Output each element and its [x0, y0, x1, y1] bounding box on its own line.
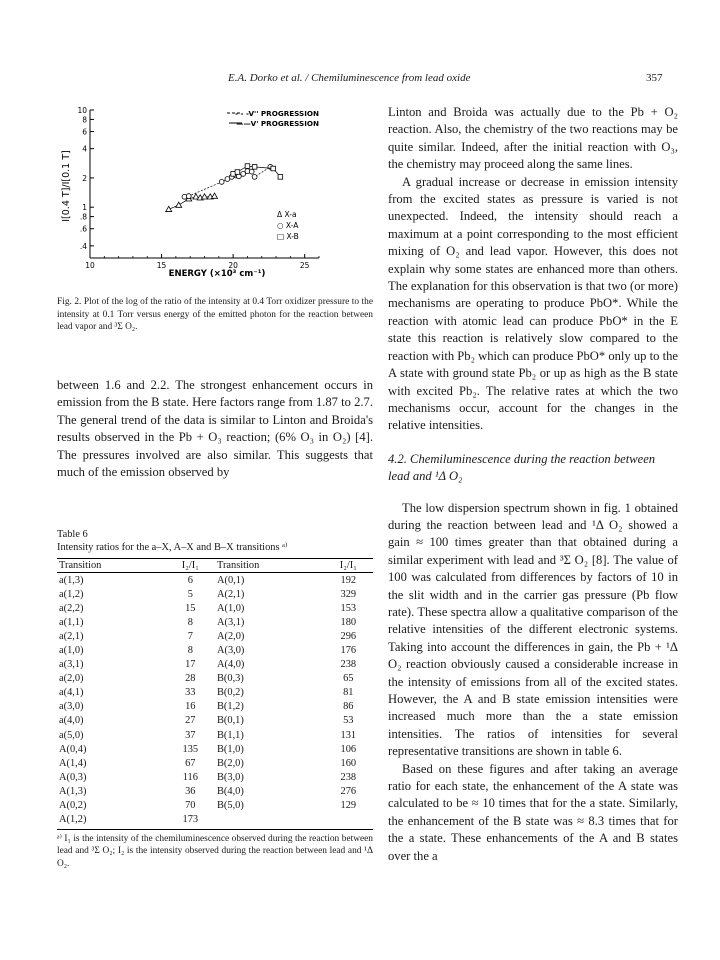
ratio-cell: 53 — [343, 715, 354, 727]
ratio-cell: 70 — [185, 800, 196, 812]
transition-cell: a(1,3) — [59, 574, 84, 586]
transition-cell: a(4,0) — [59, 715, 84, 727]
ratio-cell: 86 — [343, 701, 354, 713]
right-paragraph-3: The low dispersion spectrum shown in fig. 1 obtained during the reaction between lead and ¹Δ O₂ showed a gain ≈ 100 times greater than that obtained during a similar experiment with lead and ³Σ O₂ [8]. The value of 100 was calculated from differences by factors of 10 in the slit width and in the carrier gas pressure (Pb flow rate). These spectra allow a qualitative comparison of the relative intensities of the different electronic systems. Taking into account the differences in gain, the Pb + ¹Δ O₂ reaction obviously caused a considerable increase in the intensity of emissions from all of the excited states. However, the A and B state emission intensities were increased much more than the a state emission intensities. The ratios of intensities for several representative transitions are shown in table 6. — [388, 500, 678, 759]
marker-legend-1: Δ X-a — [277, 210, 297, 219]
transition-cell: a(1,2) — [59, 588, 84, 600]
transition-cell: B(1,0) — [216, 743, 244, 755]
transition-cell: a(1,0) — [59, 645, 84, 657]
table-row — [57, 573, 373, 588]
point-triangle — [212, 193, 218, 198]
point-circle — [252, 174, 257, 179]
ratio-cell: 106 — [340, 743, 357, 755]
series-line-X-A — [185, 167, 271, 197]
figure-caption-block — [57, 296, 373, 334]
ratio-cell: 116 — [182, 771, 198, 783]
transition-cell: a(4,1) — [59, 687, 84, 699]
right-paragraph-4: Based on these figures and after taking an average ratio for each state, the enhancement of the A state was calculated to be ≈ 10 times that for the a state. Similarly, the enhancement of the B state was ≈ 8.3 times that for the a state. These enhancements of the A and B states over the a — [388, 761, 678, 863]
transition-cell: a(2,2) — [59, 602, 84, 614]
point-square — [235, 170, 240, 175]
table-row — [57, 756, 373, 770]
ratio-cell: 129 — [340, 800, 357, 812]
ratio-cell: 7 — [187, 630, 193, 642]
right-paragraph-2: A gradual increase or decrease in emission intensity from the excited states as pressure is varied is not unexpected. Indeed, the intensity should reach a maximum at a point corresponding to the most efficient mixing of O₂ and lead vapor. However, this does not explain why some states are enhanced more than others. The explanation for this observation is that two (or more) mechanisms are operating to produce PbO*. While the reaction with atomic lead can produce PbO* in the E state this reaction is relatively slow compared to the reaction with Pb₂ which can produce PbO* only up to the A state with ground state Pb₂ or up as high as the B state with excited Pb₂. The relative rates at which the two mechanisms occur, account for the changes in the relative intensities. — [388, 174, 678, 433]
ratio-cell: 5 — [187, 588, 193, 600]
table-footnote: ᵃ⁾ I₁ is the intensity of the chemiluminescence observed during the reaction between lead and ³Σ O₂; I₂ is the intensity observed during the reaction between lead and ¹Δ O₂. — [57, 833, 373, 869]
transition-cell: B(4,0) — [216, 785, 244, 797]
transition-cell: A(2,1) — [216, 588, 245, 600]
transition-cell: B(0,2) — [216, 687, 244, 699]
ratio-cell — [324, 813, 373, 827]
transition-cell: a(2,0) — [59, 673, 84, 685]
col-header-ratio-2: I₂/I₁ — [339, 560, 357, 571]
point-square — [252, 165, 257, 170]
transition-cell: B(1,1) — [216, 729, 244, 741]
transition-cell: A(0,3) — [59, 771, 87, 783]
ratio-cell: 180 — [340, 616, 357, 628]
figure-2 — [57, 104, 357, 294]
table-body — [57, 573, 373, 827]
ratio-cell: 8 — [187, 616, 193, 628]
table-row — [57, 714, 373, 728]
point-circle — [219, 180, 224, 185]
transition-cell: A(0,1) — [216, 574, 245, 586]
table-row — [57, 658, 373, 672]
transition-cell: A(1,4) — [59, 757, 87, 769]
table-row — [57, 770, 373, 784]
transition-cell: A(3,1) — [216, 616, 245, 628]
right-paragraph-1: Linton and Broida was actually due to the Pb + O₂ reaction. Also, the chemistry of the two reactions may be quite similar. Indeed, after the initial reaction with O₃, the chemistry may proceed along the same lines. — [388, 105, 678, 172]
ratio-cell: 36 — [185, 785, 196, 797]
transition-cell: A(3,0) — [216, 645, 245, 657]
ratio-cell: 81 — [343, 687, 354, 699]
transition-cell: A(1,0) — [216, 602, 245, 614]
point-triangle — [202, 194, 208, 199]
table-title: Table 6 — [57, 529, 88, 540]
section-heading: 4.2. Chemiluminescence during the reaction between lead and ¹Δ O₂ — [388, 451, 656, 484]
transition-cell: B(2,0) — [216, 757, 244, 769]
transition-cell: a(3,0) — [59, 701, 84, 713]
transition-cell: a(2,1) — [59, 630, 84, 642]
scatter-chart — [57, 104, 357, 294]
page-number: 357 — [646, 72, 663, 84]
transition-cell: B(1,2) — [216, 701, 244, 713]
transition-cell: B(3,0) — [216, 771, 244, 783]
point-circle — [186, 194, 191, 199]
table-row — [57, 686, 373, 700]
ratio-cell: 329 — [340, 588, 357, 600]
ratio-cell: 67 — [185, 757, 196, 769]
marker-legend-2: ○ X-A — [277, 221, 299, 230]
ratio-cell: 33 — [185, 687, 196, 699]
ratio-cell: 296 — [340, 630, 357, 642]
transition-cell: A(0,4) — [59, 743, 87, 755]
intensity-ratio-table — [57, 558, 373, 827]
table-row — [57, 813, 373, 827]
y-tick-label: .6 — [79, 224, 87, 234]
ratio-cell: 238 — [340, 659, 357, 671]
x-tick-label: 20 — [228, 261, 238, 270]
transition-cell: a(5,0) — [59, 729, 84, 741]
ratio-cell: 17 — [185, 659, 196, 671]
running-header — [0, 72, 720, 88]
ratio-cell: 135 — [182, 743, 199, 755]
transition-cell: A(4,0) — [216, 659, 245, 671]
y-axis-label: I[0.4 T]/I[0.1 T] — [61, 150, 72, 222]
point-triangle — [166, 206, 172, 211]
left-paragraph: between 1.6 and 2.2. The strongest enhancement occurs in emission from the B state. Here factors range from 1.87 to 2.7. The general trend of the data is similar to Linton and Broida's results observed in the Pb + O₃ reaction; (6% O₃ in O₂) [4]. The pressures involved are also similar. This suggests that much of the emission observed by — [57, 378, 373, 480]
ratio-cell: 238 — [340, 771, 357, 783]
ratio-cell: 160 — [340, 757, 357, 769]
running-head: E.A. Dorko et al. / Chemiluminescence from lead oxide — [228, 72, 471, 84]
table-row — [57, 728, 373, 742]
ratio-cell: 131 — [340, 729, 357, 741]
ratio-cell: 192 — [340, 574, 357, 586]
legend-line-2: ——V' PROGRESSION — [236, 119, 319, 128]
ratio-cell: 6 — [187, 574, 193, 586]
y-tick-label: 8 — [82, 115, 87, 125]
table-row — [57, 742, 373, 756]
point-square — [271, 166, 276, 171]
col-header-ratio-1: I₂/I₁ — [181, 560, 199, 571]
transition-cell: a(1,1) — [59, 616, 84, 628]
y-tick-label: 6 — [82, 127, 87, 137]
col-header-transition-2: Transition — [216, 560, 260, 571]
left-column-text — [57, 377, 373, 481]
table-row — [57, 629, 373, 643]
table-row — [57, 672, 373, 686]
transition-cell: A(1,2) — [59, 814, 87, 826]
point-circle — [249, 169, 254, 174]
ratio-cell: 16 — [185, 701, 196, 713]
ratio-cell: 8 — [187, 645, 193, 657]
table-row — [57, 601, 373, 615]
legend-line-1: - - -V'' PROGRESSION — [235, 109, 319, 118]
point-triangle — [176, 202, 182, 207]
table-row — [57, 587, 373, 601]
ratio-cell: 28 — [185, 673, 196, 685]
point-circle — [241, 172, 246, 177]
point-square — [245, 164, 250, 169]
ratio-cell: 153 — [340, 602, 357, 614]
right-column — [388, 104, 678, 865]
ratio-cell: 276 — [340, 785, 357, 797]
ratio-cell: 27 — [185, 715, 196, 727]
table-row — [57, 700, 373, 714]
transition-cell: a(3,1) — [59, 659, 84, 671]
table-footnote-block — [57, 829, 373, 871]
table-row — [57, 784, 373, 798]
table-6 — [57, 528, 373, 870]
transition-cell: B(5,0) — [216, 800, 244, 812]
x-tick-label: 10 — [85, 261, 95, 270]
ratio-cell: 173 — [182, 814, 199, 826]
ratio-cell: 65 — [343, 673, 354, 685]
point-square — [278, 175, 283, 180]
figure-caption: Fig. 2. Plot of the log of the ratio of the intensity at 0.4 Torr oxidizer pressure to the intensity at 0.1 Torr versus energy of the emitted photon for the reaction between lead vapor and ³Σ O₂. — [57, 297, 373, 333]
y-tick-label: 4 — [82, 144, 87, 154]
table-row — [57, 643, 373, 657]
ratio-cell: 15 — [185, 602, 196, 614]
ratio-cell: 176 — [340, 645, 357, 657]
y-tick-label: 10 — [77, 106, 87, 115]
table-header-row — [57, 559, 373, 573]
table-row — [57, 615, 373, 629]
transition-cell: A(0,2) — [59, 800, 87, 812]
x-tick-label: 15 — [156, 261, 167, 270]
transition-cell: B(0,3) — [216, 673, 244, 685]
y-tick-label: 1 — [82, 203, 87, 213]
y-tick-label: 2 — [82, 173, 87, 183]
marker-legend-3: □ X-B — [277, 232, 299, 241]
table-row — [57, 799, 373, 813]
y-tick-label: .8 — [79, 212, 87, 222]
col-header-transition-1: Transition — [59, 560, 102, 571]
x-axis-label: ENERGY (×10³ cm⁻¹) — [168, 269, 266, 279]
transition-cell: A(1,3) — [59, 785, 87, 797]
transition-cell: A(2,0) — [216, 630, 245, 642]
x-tick-label: 25 — [299, 261, 310, 270]
y-tick-label: .4 — [79, 241, 87, 251]
transition-cell — [215, 813, 324, 827]
transition-cell: B(0,1) — [216, 715, 244, 727]
ratio-cell: 37 — [185, 729, 196, 741]
table-subtitle: Intensity ratios for the a–X, A–X and B–X transitions ᵃ⁾ — [57, 542, 288, 553]
